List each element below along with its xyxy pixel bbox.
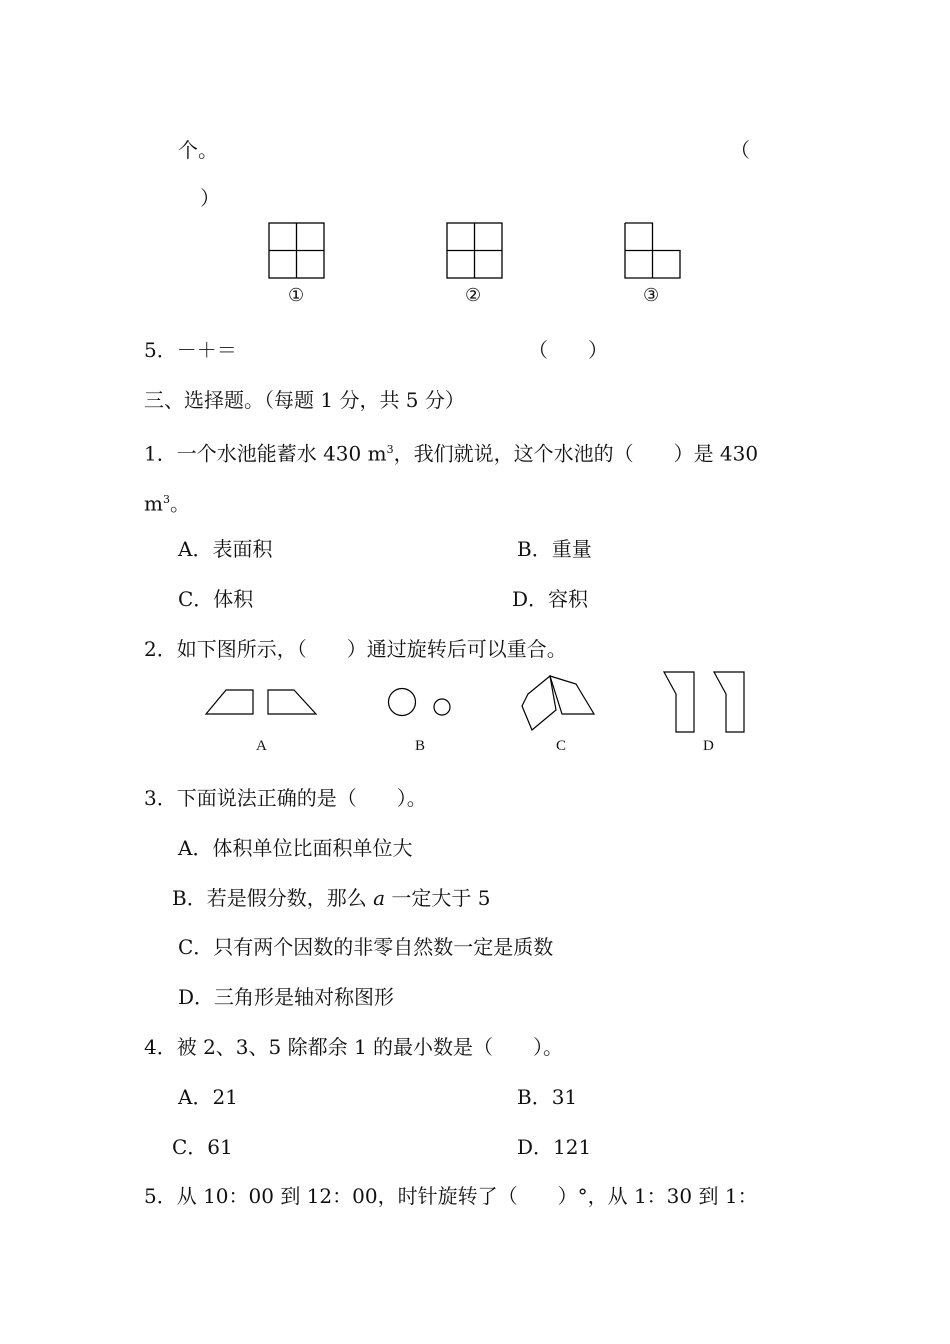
question-4: 4．被 2、3、5 除都余 1 的最小数是（ ）。 <box>144 1035 564 1059</box>
q3-option-d[interactable]: D．三角形是轴对称图形 <box>178 985 395 1009</box>
q1-option-c[interactable]: C．体积 <box>178 587 254 611</box>
q4-option-c[interactable]: C．61 <box>172 1135 233 1159</box>
figure-square-grid-1 <box>268 222 328 282</box>
figure-c-label: C <box>556 738 567 754</box>
answer-paren-open: （ <box>730 138 750 162</box>
q3-option-a[interactable]: A．体积单位比面积单位大 <box>178 836 413 860</box>
answer-paren-close: ） <box>200 186 220 210</box>
question-3: 3．下面说法正确的是（ ）。 <box>144 786 427 810</box>
figure-l-shape-3 <box>624 222 684 282</box>
figure-d-shapes <box>660 668 750 736</box>
figure-a-trapezoids <box>200 682 322 722</box>
question-1-line1: 1．一个水池能蓄水 430 $m^3$，我们就说，这个水池的（ ）是 430 <box>144 441 759 466</box>
figure-c-pentagons <box>516 672 600 732</box>
continued-text: 个。 <box>178 138 218 162</box>
figure-a-label: A <box>256 738 267 754</box>
figure-b-label: B <box>415 738 426 754</box>
q3-option-c[interactable]: C．只有两个因数的非零自然数一定是质数 <box>178 935 554 959</box>
figure-square-grid-2 <box>446 222 506 282</box>
figure-label-1: ① <box>288 285 305 306</box>
q1-option-b[interactable]: B．重量 <box>517 537 592 561</box>
figure-d-label: D <box>703 738 714 754</box>
question-2: 2．如下图所示，（ ）通过旋转后可以重合。 <box>144 637 567 661</box>
q4-option-b[interactable]: B．31 <box>517 1085 578 1109</box>
q4-option-d[interactable]: D．121 <box>517 1135 592 1159</box>
q1-option-d[interactable]: D．容积 <box>512 587 589 611</box>
tf-question-5: 5．－＋＝ <box>144 338 237 362</box>
figure-label-3: ③ <box>643 285 660 306</box>
section-heading: 三、选择题。（每题 1 分，共 5 分） <box>144 388 465 412</box>
figure-b-circles <box>384 684 454 724</box>
tf-question-5-answer: （ ） <box>528 338 608 362</box>
figure-label-2: ② <box>465 285 482 306</box>
question-5: 5．从 10：00 到 12：00，时针旋转了（ ）°，从 1：30 到 1： <box>144 1184 758 1208</box>
q3-option-b[interactable]: B．若是假分数，那么 a 一定大于 5 <box>172 886 491 910</box>
question-1-line2: $m^3$。 <box>144 491 190 516</box>
q4-option-a[interactable]: A．21 <box>178 1085 238 1109</box>
q1-option-a[interactable]: A．表面积 <box>178 537 273 561</box>
